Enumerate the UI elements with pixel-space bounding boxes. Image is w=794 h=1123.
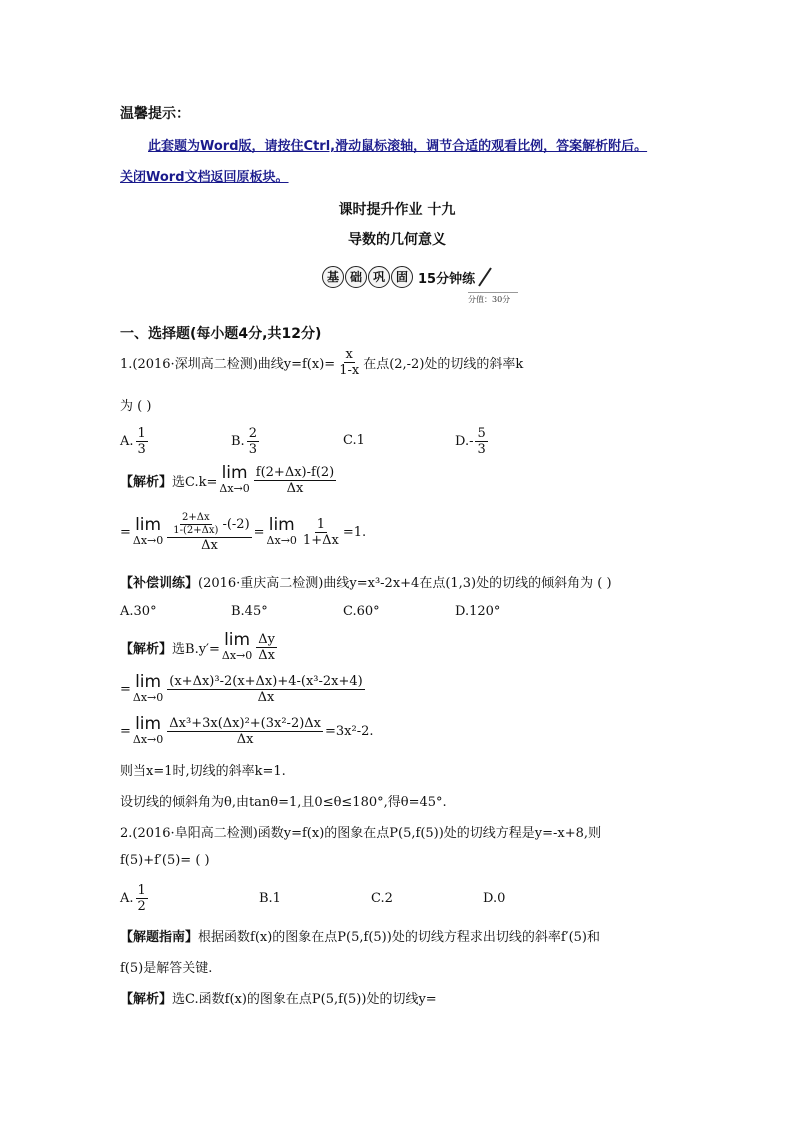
bc-solution-pre: 选B.y′=	[172, 641, 220, 657]
bc-limit-2	[133, 674, 163, 704]
bc-l3-den: Δx	[236, 731, 254, 747]
q1-option-b	[231, 423, 261, 459]
q1-suffix: 在点(2,-2)处的切线的斜率k	[363, 356, 524, 372]
q1-inner-num: 2+Δx	[182, 511, 210, 523]
tip-line-1: 此套题为Word版，请按住Ctrl,滑动鼠标滚轴，调节合适的观看比例，答案解析附后。	[148, 139, 648, 154]
q1-option-d-label: D.-	[455, 433, 474, 449]
bc-l2-num: (x+Δx)³-2(x+Δx)+4-(x³-2x+4)	[169, 673, 363, 689]
eq-sign: =	[253, 524, 265, 540]
lim-sub: Δx→0	[132, 733, 164, 746]
eq-sign: =	[120, 524, 131, 540]
section-badge	[322, 265, 493, 289]
badge-char-3: 巩	[368, 266, 390, 288]
bc-d-den: Δx	[258, 647, 275, 663]
bc-label: 【补偿训练】	[120, 576, 199, 591]
q1-solution-num: f(2+Δx)-f(2)	[255, 464, 335, 480]
q2-option-a	[120, 880, 150, 916]
q2-guide-line2: f(5)是解答关键.	[120, 961, 213, 976]
q1-option-a	[120, 423, 150, 459]
bc-text: (2016·重庆高二检测)曲线y=x³-2x+4在点(1,3)处的切线的倾斜角为 ( )	[198, 576, 612, 591]
q1-compound-num	[167, 512, 251, 538]
q1-frac-den: 1-x	[339, 362, 360, 378]
q1-option-c: C.1	[343, 433, 365, 448]
lim-sub: Δx→0	[266, 534, 297, 547]
q1-option-d-frac	[475, 426, 487, 457]
q2-option-b: B.1	[259, 891, 281, 906]
q1-limit-2	[133, 517, 163, 547]
q1-solution-den: Δx	[286, 480, 304, 496]
lim-word: lim	[224, 630, 251, 650]
q1-limit-3	[267, 517, 297, 547]
bc-option-d: D.120°	[455, 604, 501, 619]
lim-sub: Δx→0	[219, 482, 250, 495]
q2-option-c: C.2	[371, 891, 393, 906]
bc-l3-tail: =3x²-2.	[325, 723, 374, 739]
q1-final-tail: =1.	[342, 524, 367, 540]
badge-char-2: 础	[345, 266, 367, 288]
bc-solution-line3	[120, 711, 374, 751]
q2-guide-label: 【解题指南】	[120, 930, 199, 945]
bc-l2-den: Δx	[257, 689, 275, 705]
q1-inner-tail: -(-2)	[222, 516, 250, 532]
section-heading: 一、选择题(每小题4分,共12分)	[120, 326, 322, 342]
q1-option-d-den: 3	[477, 441, 486, 457]
bc-l3-frac	[167, 716, 323, 747]
page-subtitle: 导数的几何意义	[348, 232, 446, 248]
bc-d-frac	[256, 632, 277, 663]
lim-sub: Δx→0	[221, 649, 253, 662]
bc-l3-num: Δx³+3x(Δx)²+(3x²-2)Δx	[169, 715, 322, 731]
badge-char-1: 基	[322, 266, 344, 288]
q2-option-a-label: A.	[120, 890, 134, 906]
bc-option-a: A.30°	[120, 604, 157, 619]
q1-solution-frac	[254, 465, 336, 496]
q2-option-a-frac	[136, 883, 148, 914]
bc-line4: 则当x=1时,切线的斜率k=1.	[120, 764, 286, 779]
pen-stroke-icon	[477, 266, 493, 288]
lim-word: lim	[221, 463, 248, 483]
q1-solution-label: 【解析】	[120, 474, 173, 490]
lim-word: lim	[268, 515, 295, 535]
lim-sub: Δx→0	[132, 691, 164, 704]
badge-tail: 15分钟练	[418, 271, 476, 287]
q2-option-d: D.0	[483, 891, 506, 906]
page-title: 课时提升作业 十九	[338, 202, 456, 218]
q2-guide	[120, 926, 600, 945]
q1-compound-frac	[167, 512, 251, 553]
tip-title: 温馨提示：	[120, 106, 190, 122]
q1-solution-line1	[120, 461, 338, 499]
q1-option-d-num: 5	[477, 425, 486, 441]
q2-option-a-num: 1	[137, 882, 146, 898]
lim-word: lim	[135, 515, 162, 535]
q2-option-a-den: 2	[137, 898, 146, 914]
q2-solution	[120, 988, 437, 1007]
eq-sign: =	[120, 723, 131, 739]
q1-option-a-frac	[136, 426, 148, 457]
q1-option-d	[455, 423, 490, 459]
q1-option-b-num: 2	[248, 425, 257, 441]
bc-solution-line2	[120, 669, 367, 709]
q1-option-a-den: 3	[137, 441, 146, 457]
q1-prefix: 1.(2016·深圳高二检测)曲线y=f(x)=	[120, 356, 336, 372]
q1-final-frac	[301, 517, 341, 548]
lim-word: lim	[135, 672, 162, 692]
q1-option-b-label: B.	[231, 433, 245, 449]
q1-limit	[219, 465, 249, 495]
bc-d-num: Δy	[258, 631, 275, 647]
q1-final-den: 1+Δx	[302, 532, 339, 548]
bc-solution-label: 【解析】	[120, 641, 173, 657]
lim-sub: Δx→0	[132, 534, 164, 547]
q2-line2: f(5)+f′(5)= ( )	[120, 853, 210, 868]
bc-option-b: B.45°	[231, 604, 268, 619]
q1-option-a-num: 1	[137, 425, 146, 441]
bc-solution-line1	[120, 627, 279, 667]
bc-option-c: C.60°	[343, 604, 380, 619]
q1-solution-line2	[120, 506, 366, 558]
q1-final-num: 1	[316, 516, 325, 532]
eq-sign: =	[120, 681, 131, 697]
score-label: 分值：30分	[468, 292, 518, 305]
q2-solution-text: 选C.函数f(x)的图象在点P(5,f(5))处的切线y=	[172, 992, 437, 1007]
lim-word: lim	[135, 714, 162, 734]
q1-option-b-frac	[247, 426, 259, 457]
q1-option-a-label: A.	[120, 433, 134, 449]
bc-stem	[120, 572, 612, 591]
badge-char-4: 固	[391, 266, 413, 288]
q2-solution-label: 【解析】	[120, 992, 173, 1007]
bc-line5: 设切线的倾斜角为θ,由tanθ=1,且0≤θ≤180°,得θ=45°.	[120, 795, 447, 810]
bc-limit-3	[133, 716, 163, 746]
q1-stem	[120, 343, 523, 381]
q1-inner-frac	[171, 512, 220, 537]
q1-solution-pre: 选C.k=	[172, 474, 218, 490]
q1-option-b-den: 3	[248, 441, 257, 457]
tip-line-2[interactable]: 关闭Word文档返回原板块。	[120, 170, 289, 185]
q2-stem: 2.(2016·阜阳高二检测)函数y=f(x)的图象在点P(5,f(5))处的切线方程是y=-x+8,则	[120, 826, 602, 841]
bc-l2-frac	[167, 674, 364, 705]
q1-frac-num: x	[345, 346, 353, 362]
q1-inner-den: 1-(2+Δx)	[173, 524, 219, 536]
q1-compound-den: Δx	[201, 537, 218, 553]
q2-guide-text: 根据函数f(x)的图象在点P(5,f(5))处的切线方程求出切线的斜率f′(5)和	[198, 930, 601, 945]
q1-line2: 为 ( )	[120, 399, 152, 414]
q1-fraction	[337, 347, 361, 378]
bc-limit	[222, 632, 252, 662]
